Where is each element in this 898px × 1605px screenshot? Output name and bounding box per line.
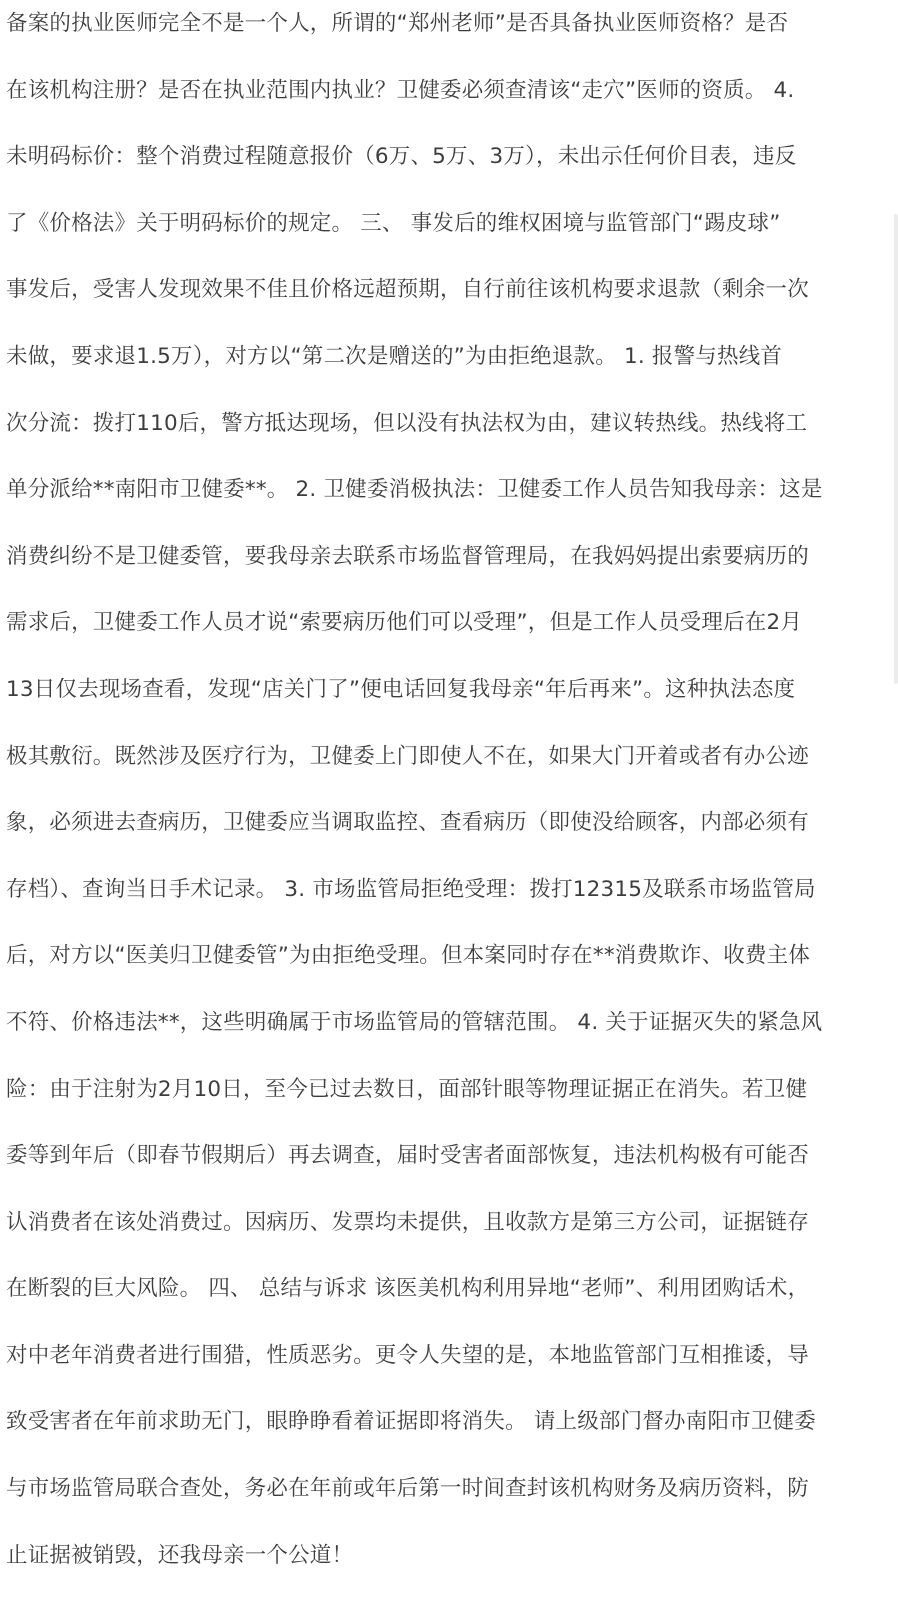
article-line: 与市场监管局联合查处，务必在年前或年后第一时间查封该机构财务及病历资料，防 bbox=[6, 1476, 809, 1502]
scrollbar[interactable] bbox=[894, 214, 898, 684]
article-line: 在该机构注册？是否在执业范围内执业？卫健委必须查清该“走穴”医师的资质。 4. bbox=[6, 77, 795, 103]
article-line: 存档）、查询当日手术记录。 3. 市场监管局拒绝受理：拨打12315及联系市场监管局 bbox=[6, 876, 816, 902]
article-line: 对中老年消费者进行围猎，性质恶劣。更令人失望的是，本地监管部门互相推诿，导 bbox=[6, 1342, 809, 1368]
article-line: 未明码标价：整个消费过程随意报价（6万、5万、3万），未出示任何价目表，违反 bbox=[6, 144, 797, 170]
article-line: 13日仅去现场查看，发现“店关门了”便电话回复我母亲“年后再来”。这种执法态度 bbox=[6, 676, 796, 702]
article-line: 单分派给**南阳市卫健委**。 2. 卫健委消极执法：卫健委工作人员告知我母亲：这是 bbox=[6, 477, 823, 503]
article-line: 了《价格法》关于明码标价的规定。 三、 事发后的维权困境与监管部门“踢皮球” bbox=[6, 210, 781, 236]
article-line: 消费纠纷不是卫健委管，要我母亲去联系市场监督管理局，在我妈妈提出索要病历的 bbox=[6, 543, 809, 569]
article-line: 象，必须进去查病历，卫健委应当调取监控、查看病历（即使没给顾客，内部必须有 bbox=[6, 810, 809, 836]
article-line: 认消费者在该处消费过。因病历、发票均未提供，且收款方是第三方公司，证据链存 bbox=[6, 1209, 809, 1235]
article-body bbox=[6, 0, 882, 1598]
article-line: 险：由于注射为2月10日，至今已过去数日，面部针眼等物理证据正在消失。若卫健 bbox=[6, 1076, 808, 1102]
article-line: 止证据被销毁，还我母亲一个公道！ bbox=[6, 1542, 354, 1568]
article-line: 事发后，受害人发现效果不佳且价格远超预期，自行前往该机构要求退款（剩余一次 bbox=[6, 277, 809, 303]
article-line: 委等到年后（即春节假期后）再去调查，届时受害者面部恢复，违法机构极有可能否 bbox=[6, 1143, 809, 1169]
article-line: 未做，要求退1.5万），对方以“第二次是赠送的”为由拒绝退款。 1. 报警与热线首 bbox=[6, 343, 783, 369]
article-line: 极其敷衍。既然涉及医疗行为，卫健委上门即使人不在，如果大门开着或者有办公迹 bbox=[6, 743, 809, 769]
article-line: 不符、价格违法**，这些明确属于市场监管局的管辖范围。 4. 关于证据灭失的紧急风 bbox=[6, 1009, 823, 1035]
article-line: 备案的执业医师完全不是一个人，所谓的“郑州老师”是否具备执业医师资格？是否 bbox=[6, 11, 789, 36]
article-line: 次分流：拨打110后，警方抵达现场，但以没有执法权为由，建议转热线。热线将工 bbox=[6, 410, 808, 436]
article-line: 致受害者在年前求助无门，眼睁睁看着证据即将消失。 请上级部门督办南阳市卫健委 bbox=[6, 1409, 816, 1435]
article-line: 需求后，卫健委工作人员才说“索要病历他们可以受理”，但是工作人员受理后在2月 bbox=[6, 610, 803, 636]
article-line: 在断裂的巨大风险。 四、 总结与诉求 该医美机构利用异地“老师”、利用团购话术， bbox=[6, 1276, 810, 1302]
article-line: 后，对方以“医美归卫健委管”为由拒绝受理。但本案同时存在**消费欺诈、收费主体 bbox=[6, 943, 811, 969]
